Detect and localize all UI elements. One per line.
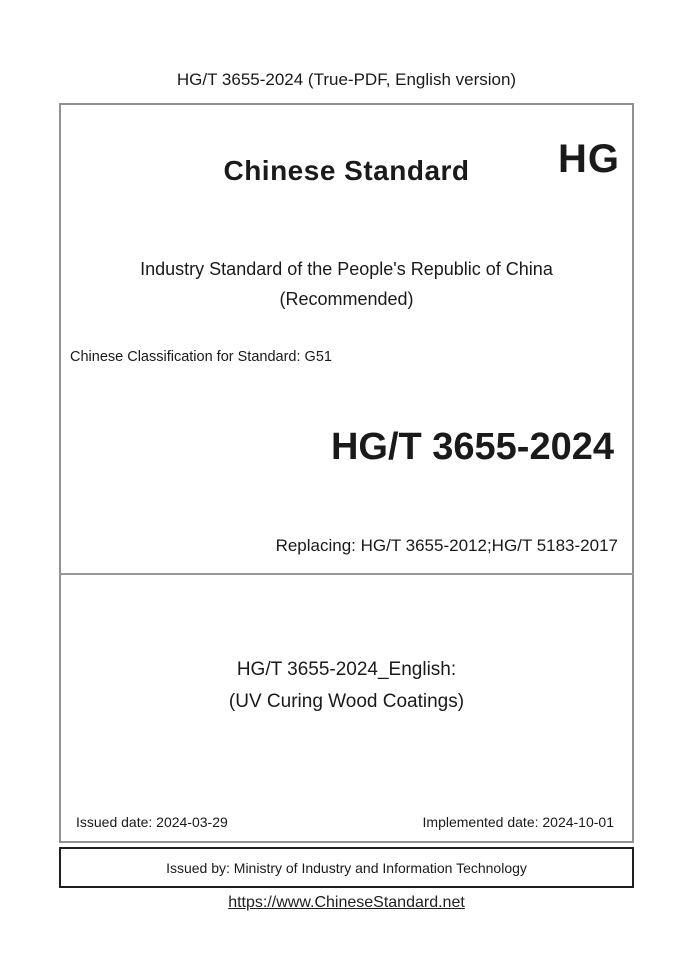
subtitle-line-2: (Recommended) <box>279 289 414 309</box>
subtitle-line-1: Industry Standard of the People's Republic of China <box>140 259 553 279</box>
standard-subtitle <box>61 254 632 314</box>
horizontal-divider <box>59 573 634 575</box>
replacing-text: Replacing: HG/T 3655-2012;HG/T 5183-2017 <box>275 536 618 555</box>
english-title-line-2: (UV Curing Wood Coatings) <box>228 691 465 712</box>
standard-number: HG/T 3655-2024 <box>330 426 614 468</box>
classification-text: Chinese Classification for Standard: G51 <box>70 349 332 365</box>
implemented-date: Implemented date: 2024-10-01 <box>422 814 614 830</box>
english-title <box>61 654 632 718</box>
hg-logo: HG <box>558 137 620 181</box>
cover-box <box>59 103 634 843</box>
website-link-container <box>0 894 693 912</box>
dates-row <box>76 814 614 831</box>
website-link[interactable]: https://www.ChineseStandard.net <box>228 894 465 911</box>
page-header-title: HG/T 3655-2024 (True-PDF, English version) <box>176 70 517 89</box>
issued-by-box <box>59 847 634 888</box>
english-title-line-1: HG/T 3655-2024_English: <box>236 659 457 680</box>
brand-title: Chinese Standard <box>223 155 470 186</box>
issued-date: Issued date: 2024-03-29 <box>76 814 228 830</box>
issued-by-text: Issued by: Ministry of Industry and Information Technology <box>166 859 527 876</box>
